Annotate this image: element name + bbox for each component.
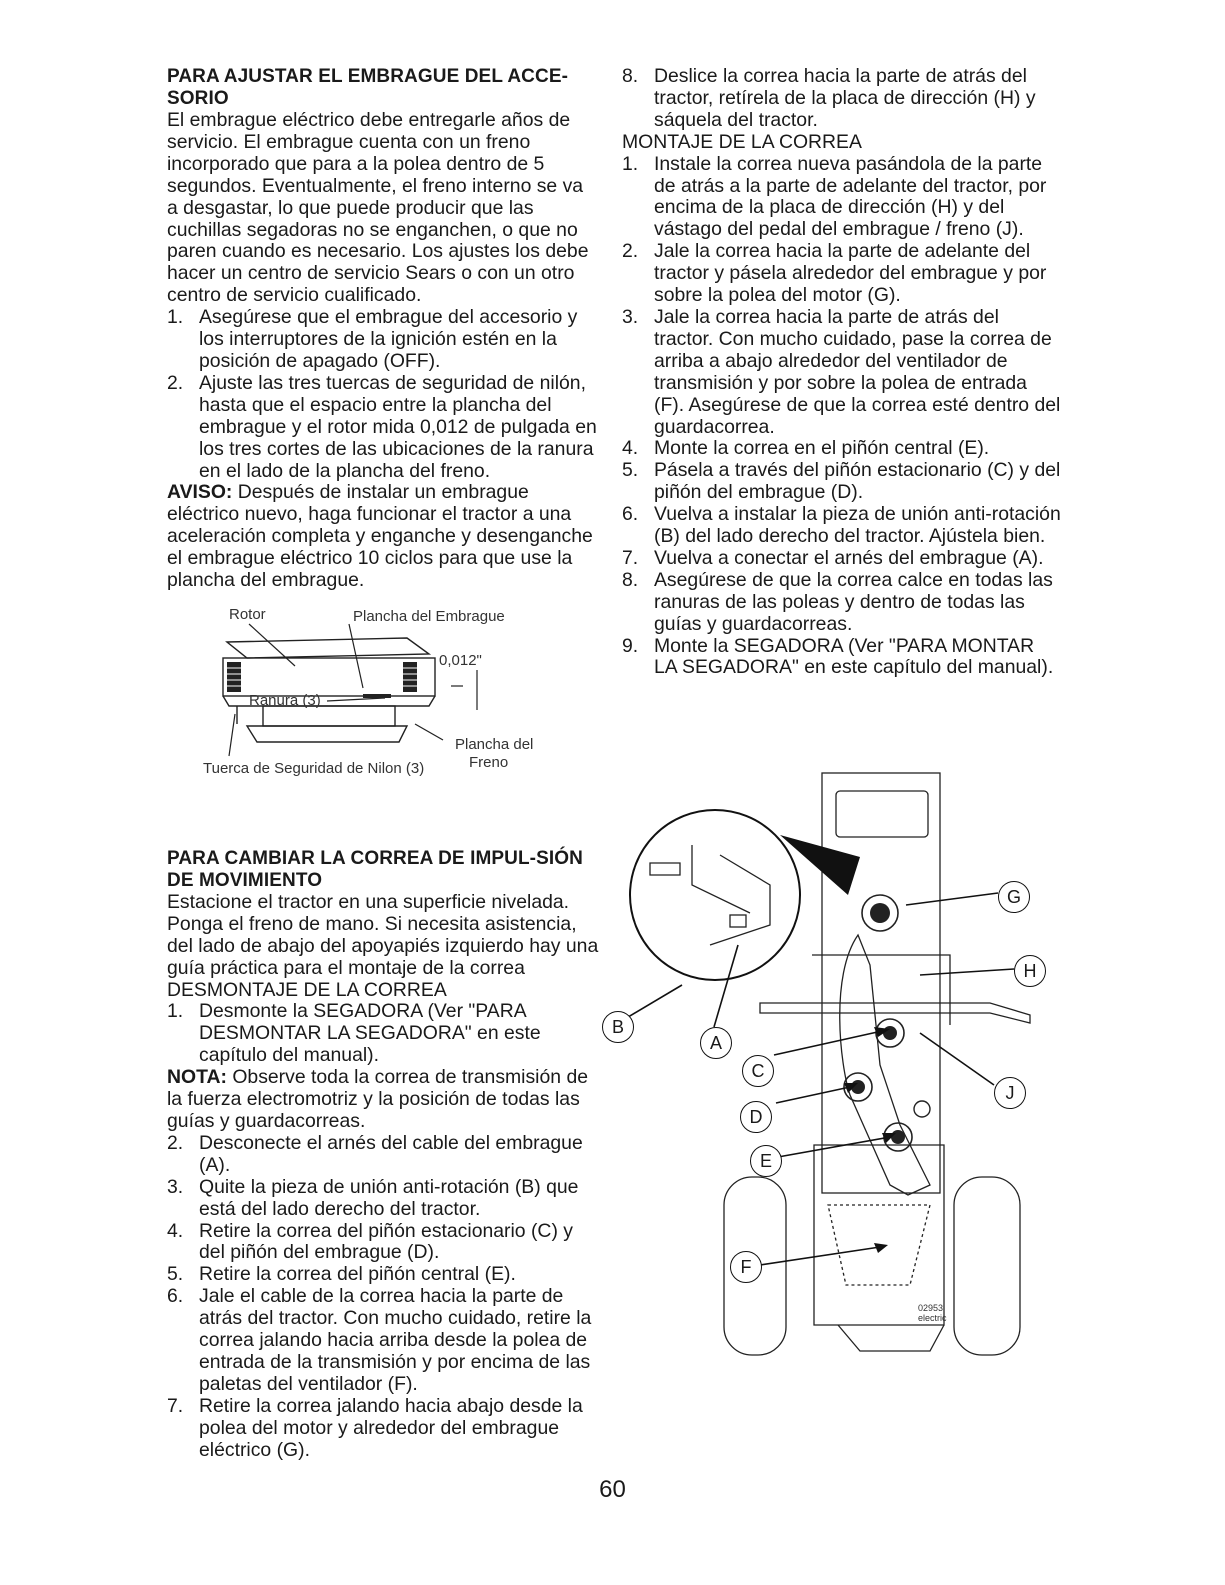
- list-item: [167, 1001, 599, 1067]
- clutch-figure: [167, 606, 599, 796]
- step-text: Instale la correa nueva pasándola de la parte de atrás a la parte de adelante del tractor, por encima de la placa de dirección (H) y del vástago del pedal del embrague / freno (J).: [654, 152, 1047, 241]
- step-number: 8.: [622, 568, 639, 591]
- slot-label: Ranura (3): [249, 691, 321, 709]
- step-text: Pásela a través del piñón estacionario (C) y del piñón del embrague (D).: [654, 459, 1061, 504]
- list-item: [622, 504, 1062, 548]
- figure-code-1: 02953: [918, 1303, 944, 1313]
- step-number: 1.: [167, 1000, 184, 1023]
- step-text: Jale la correa hacia la parte de atrás del tractor. Con mucho cuidado, pase la correa de arriba a abajo alrededor del ventilador de transmisión y por sobre la polea de entrada (F). Asegúrese de que la correa esté dentro del guardacorrea.: [654, 305, 1061, 438]
- step-text: Deslice la correa hacia la parte de atrás del tractor, retírela de la placa de dirección (H) y sáquela del tractor.: [654, 65, 1036, 131]
- step-text: Jale el cable de la correa hacia la parte de atrás del tractor. Con mucho cuidado, retire la correa jalando hacia arriba desde la polea de entrada de la transmisión y por encima de las paletas del ventilador (F).: [199, 1285, 592, 1395]
- figure-code-2: electric: [918, 1313, 947, 1323]
- locknut-label: Tuerca de Seguridad de Nilon (3): [203, 759, 425, 777]
- nota-paragraph: [167, 1067, 599, 1133]
- step-number: 1.: [167, 306, 184, 329]
- install-steps: [622, 154, 1062, 680]
- list-item: [167, 1396, 599, 1462]
- step-number: 2.: [167, 1131, 184, 1154]
- heading-adjust-clutch: PARA AJUSTAR EL EMBRAGUE DEL ACCE-SORIO: [167, 66, 569, 109]
- nota-label: NOTA:: [167, 1066, 227, 1089]
- step-number: 2.: [167, 371, 184, 394]
- step-number: 3.: [622, 305, 639, 328]
- step-text: Retire la correa del piñón estacionario (C) y del piñón del embrague (D).: [199, 1219, 573, 1264]
- callout-j: J: [994, 1077, 1026, 1109]
- list-item: [622, 307, 1062, 438]
- step-text: Retire la correa jalando hacia abajo desde la polea del motor y alrededor del embrague eléctrico (G).: [199, 1394, 583, 1461]
- list-item: [167, 1286, 599, 1396]
- list-item: [167, 1221, 599, 1265]
- step-number: 7.: [622, 546, 639, 569]
- step-text: Retire la correa del piñón central (E).: [199, 1263, 516, 1286]
- step-text: Vuelva a conectar el arnés del embrague (A).: [654, 546, 1044, 569]
- step-number: 4.: [167, 1219, 184, 1242]
- adjust-steps: [167, 307, 599, 482]
- list-item: [622, 154, 1062, 242]
- step-number: 2.: [622, 240, 639, 263]
- list-item: [622, 241, 1062, 307]
- callout-d: D: [740, 1101, 772, 1133]
- clutch-plate-label: Plancha del Embrague: [353, 607, 505, 625]
- list-item: [167, 373, 599, 483]
- nota-text: Observe toda la correa de transmisión de la fuerza electromotriz y la posición de todas las guías y guardacorreas.: [167, 1066, 589, 1132]
- callout-f: F: [730, 1251, 762, 1283]
- step-text: Asegúrese de que la correa calce en todas las ranuras de las poleas y dentro de todas las guías y guardacorreas.: [654, 568, 1053, 635]
- brake-plate-label-1: Plancha del: [455, 735, 534, 753]
- rotor-label: Rotor: [229, 605, 266, 623]
- subheading-removal: DESMONTAJE DE LA CORREA: [167, 978, 447, 1001]
- list-item: [167, 1264, 599, 1286]
- step-number: 5.: [167, 1263, 184, 1286]
- list-item: [622, 548, 1062, 570]
- removal-steps-b: [167, 1133, 599, 1462]
- step-text: Monte la correa en el piñón central (E).: [654, 437, 990, 460]
- list-item: [167, 307, 599, 373]
- step-number: 4.: [622, 437, 639, 460]
- step-text: Desconecte el arnés del cable del embrague (A).: [199, 1131, 583, 1176]
- belt-routing-diagram: [600, 765, 1050, 1365]
- subheading-install: MONTAJE DE LA CORREA: [622, 130, 862, 153]
- callout-h: H: [1014, 955, 1046, 987]
- list-item: [622, 66, 1062, 132]
- belt-routing-figure: [600, 765, 1050, 1365]
- callout-a: A: [700, 1027, 732, 1059]
- clutch-intro: El embrague eléctrico debe entregarle años de servicio. El embrague cuenta con un freno incorporado que para a la polea dentro de 5 segundos. Eventualmente, el freno interno se va a desgastar, lo que puede producir que las cuchillas segadoras no se enganchen, o que no paren cuando es necesario. Los ajustes los debe hacer un centro de servicio Sears o con un otro centro de servicio cualificado.: [167, 109, 589, 307]
- callout-g: G: [998, 881, 1030, 913]
- callout-e: E: [750, 1145, 782, 1177]
- step-text: Asegúrese que el embrague del accesorio y los interruptores de la ignición estén en la posición de apagado (OFF).: [199, 306, 578, 372]
- step-text: Ajuste las tres tuercas de seguridad de nilón, hasta que el espacio entre la plancha del embrague y el rotor mida 0,012 de pulgada en los tres cortes de las ubicaciones de la ranura en el lado de la plancha del freno.: [199, 371, 597, 482]
- brake-plate-label-2: Freno: [469, 753, 509, 771]
- belt-intro: Estacione el tractor en una superficie nivelada. Ponga el freno de mano. Si necesita asistencia, del lado de abajo del apoyapiés izquierdo hay una guía práctica para el montaje de la correa: [167, 890, 599, 979]
- gap-label: 0,012": [439, 651, 482, 669]
- step-number: 1.: [622, 152, 639, 175]
- list-item: [622, 570, 1062, 636]
- callout-c: C: [742, 1055, 774, 1087]
- callout-b: B: [602, 1011, 634, 1043]
- aviso-label: AVISO:: [167, 481, 233, 504]
- step-number: 6.: [622, 503, 639, 526]
- step-number: 7.: [167, 1394, 184, 1417]
- right-column: [622, 66, 1062, 679]
- step-text: Jale la correa hacia la parte de adelante del tractor y pásela alrededor del embrague y por sobre la polea del motor (G).: [654, 240, 1047, 307]
- list-item: [167, 1177, 599, 1221]
- heading-change-belt: PARA CAMBIAR LA CORREA DE IMPUL-SIÓN DE MOVIMIENTO: [167, 847, 583, 891]
- aviso-paragraph: [167, 482, 599, 592]
- step-number: 9.: [622, 634, 639, 657]
- removal-steps-a: [167, 1001, 599, 1067]
- step-number: 6.: [167, 1285, 184, 1308]
- step-text: Quite la pieza de unión anti-rotación (B) que está del lado derecho del tractor.: [199, 1175, 579, 1220]
- step-number: 8.: [622, 65, 639, 87]
- step-number: 5.: [622, 459, 639, 482]
- step-number: 3.: [167, 1175, 184, 1198]
- step-text: Desmonte la SEGADORA (Ver "PARA DESMONTAR LA SEGADORA" en este capítulo del manual).: [199, 1000, 541, 1067]
- step-text: Vuelva a instalar la pieza de unión anti-rotación (B) del lado derecho del tractor. Ajústela bien.: [654, 503, 1061, 548]
- list-item: [622, 460, 1062, 504]
- list-item: [622, 636, 1062, 680]
- list-item: [622, 438, 1062, 460]
- page-number: 60: [599, 1476, 626, 1503]
- removal-steps-c: [622, 66, 1062, 132]
- left-column: [167, 66, 599, 1462]
- list-item: [167, 1133, 599, 1177]
- step-text: Monte la SEGADORA (Ver "PARA MONTAR LA SEGADORA" en este capítulo del manual).: [654, 634, 1054, 679]
- aviso-text: Después de instalar un embrague eléctrico nuevo, haga funcionar el tractor a una aceleración completa y enganche y desenganche el embrague eléctrico 10 ciclos para que use la plancha del embrague.: [167, 481, 593, 592]
